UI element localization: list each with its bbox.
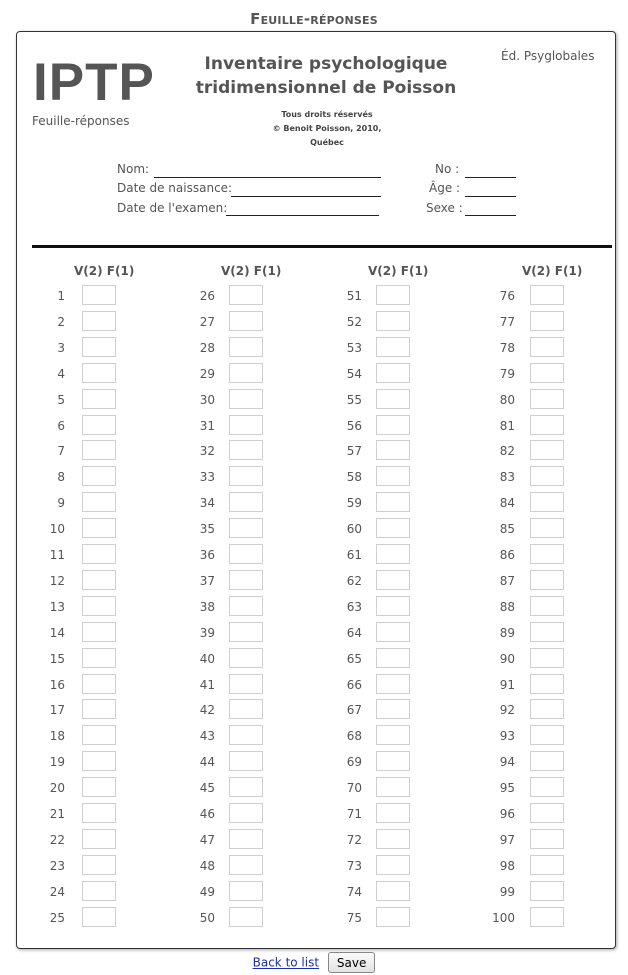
question-number: 18 bbox=[49, 729, 65, 744]
answer-input[interactable] bbox=[530, 829, 564, 849]
question-number: 98 bbox=[499, 858, 515, 873]
answer-input[interactable] bbox=[82, 725, 116, 745]
question-number: 81 bbox=[499, 418, 515, 433]
question-number: 50 bbox=[199, 910, 215, 925]
answer-input[interactable] bbox=[376, 311, 410, 331]
answer-input[interactable] bbox=[82, 389, 116, 409]
question-number: 47 bbox=[199, 832, 215, 847]
question-number: 40 bbox=[199, 651, 215, 666]
question-number: 2 bbox=[57, 314, 65, 329]
answer-input[interactable] bbox=[229, 492, 263, 512]
answer-input[interactable] bbox=[82, 881, 116, 901]
question-number: 62 bbox=[346, 573, 362, 588]
question-number: 10 bbox=[49, 522, 65, 537]
answer-input[interactable] bbox=[82, 907, 116, 927]
answer-sheet bbox=[16, 31, 616, 949]
answer-input[interactable] bbox=[376, 518, 410, 538]
answer-input[interactable] bbox=[530, 751, 564, 771]
question-number: 11 bbox=[49, 548, 65, 562]
question-number: 26 bbox=[199, 289, 215, 303]
answer-input[interactable] bbox=[530, 596, 564, 616]
name-label: Nom: bbox=[117, 162, 150, 176]
answer-input[interactable] bbox=[376, 881, 410, 901]
answer-input[interactable] bbox=[229, 440, 263, 460]
question-number: 53 bbox=[346, 340, 362, 355]
question-number: 99 bbox=[499, 884, 515, 899]
footer bbox=[0, 952, 628, 973]
rights-line2: © Benoit Poisson, 2010, bbox=[272, 124, 382, 133]
sex-label: Sexe : bbox=[426, 201, 463, 215]
answer-input[interactable] bbox=[376, 466, 410, 486]
question-number: 83 bbox=[499, 470, 515, 485]
question-number: 29 bbox=[199, 366, 215, 381]
answer-input[interactable] bbox=[82, 285, 116, 305]
question-number: 43 bbox=[199, 729, 215, 744]
question-number: 65 bbox=[346, 651, 362, 666]
question-number: 28 bbox=[199, 340, 215, 355]
question-number: 42 bbox=[199, 703, 215, 718]
answer-input[interactable] bbox=[530, 544, 564, 564]
answer-input[interactable] bbox=[376, 725, 410, 745]
logo-subtitle: Feuille-réponses bbox=[32, 114, 130, 128]
question-number: 63 bbox=[346, 599, 362, 614]
answer-input[interactable] bbox=[530, 518, 564, 538]
answer-input[interactable] bbox=[376, 440, 410, 460]
question-number: 8 bbox=[57, 470, 65, 485]
answer-input[interactable] bbox=[530, 674, 564, 694]
question-number: 12 bbox=[49, 573, 65, 588]
back-to-list-link[interactable]: Back to list bbox=[252, 955, 320, 970]
answer-input[interactable] bbox=[82, 674, 116, 694]
answer-input[interactable] bbox=[376, 648, 410, 668]
question-number: 46 bbox=[199, 807, 215, 821]
answer-input[interactable] bbox=[229, 596, 263, 616]
answer-input[interactable] bbox=[530, 855, 564, 875]
question-number: 6 bbox=[57, 418, 65, 433]
answer-input[interactable] bbox=[82, 803, 116, 823]
question-number: 94 bbox=[499, 755, 515, 770]
answer-input[interactable] bbox=[229, 777, 263, 797]
answer-input[interactable] bbox=[530, 440, 564, 460]
column-header: V(2) F(1) bbox=[74, 264, 135, 278]
question-number: 35 bbox=[199, 522, 215, 537]
answer-input[interactable] bbox=[376, 699, 410, 719]
answer-input[interactable] bbox=[229, 389, 263, 409]
answer-input[interactable] bbox=[376, 622, 410, 642]
question-number: 86 bbox=[499, 548, 515, 562]
answer-input[interactable] bbox=[376, 389, 410, 409]
question-number: 82 bbox=[499, 444, 515, 459]
question-number: 67 bbox=[346, 703, 362, 718]
question-number: 97 bbox=[499, 832, 515, 847]
question-number: 79 bbox=[499, 366, 515, 381]
question-number: 96 bbox=[499, 807, 515, 821]
answer-input[interactable] bbox=[376, 415, 410, 435]
question-number: 7 bbox=[57, 444, 65, 459]
question-number: 5 bbox=[57, 392, 65, 407]
answer-input[interactable] bbox=[530, 725, 564, 745]
question-number: 57 bbox=[346, 444, 362, 459]
column-header: V(2) F(1) bbox=[221, 264, 282, 278]
question-number: 39 bbox=[199, 625, 215, 640]
answer-input[interactable] bbox=[376, 492, 410, 512]
answer-input[interactable] bbox=[229, 622, 263, 642]
form-title-line2: tridimensionnel de Poisson bbox=[195, 78, 457, 98]
sex-field[interactable] bbox=[465, 215, 516, 216]
question-number: 54 bbox=[346, 366, 362, 381]
answer-input[interactable] bbox=[530, 363, 564, 383]
answer-input[interactable] bbox=[229, 337, 263, 357]
form-title bbox=[187, 52, 465, 100]
exam-date-field[interactable] bbox=[226, 215, 379, 216]
answer-input[interactable] bbox=[530, 777, 564, 797]
answer-input[interactable] bbox=[82, 777, 116, 797]
question-number: 41 bbox=[199, 677, 215, 692]
answer-input[interactable] bbox=[229, 907, 263, 927]
question-number: 56 bbox=[346, 418, 362, 433]
question-number: 19 bbox=[49, 755, 65, 770]
exam-date-label: Date de l'examen: bbox=[117, 201, 228, 215]
question-number: 90 bbox=[499, 651, 515, 666]
question-number: 76 bbox=[499, 289, 515, 303]
answer-input[interactable] bbox=[229, 699, 263, 719]
question-number: 58 bbox=[346, 470, 362, 485]
question-number: 1 bbox=[57, 289, 65, 303]
save-button[interactable]: Save bbox=[328, 952, 375, 973]
form-title-line1: Inventaire psychologique bbox=[204, 54, 448, 74]
answer-input[interactable] bbox=[82, 596, 116, 616]
question-number: 33 bbox=[199, 470, 215, 485]
answer-input[interactable] bbox=[530, 648, 564, 668]
question-number: 9 bbox=[57, 496, 65, 511]
answer-input[interactable] bbox=[376, 829, 410, 849]
question-number: 52 bbox=[346, 314, 362, 329]
answer-input[interactable] bbox=[530, 466, 564, 486]
question-number: 15 bbox=[49, 651, 65, 666]
question-number: 17 bbox=[49, 703, 65, 718]
question-number: 16 bbox=[49, 677, 65, 692]
answer-input[interactable] bbox=[82, 415, 116, 435]
question-number: 24 bbox=[49, 884, 65, 899]
answer-input[interactable] bbox=[82, 466, 116, 486]
answer-input[interactable] bbox=[229, 674, 263, 694]
question-number: 74 bbox=[346, 884, 362, 899]
answer-input[interactable] bbox=[229, 544, 263, 564]
question-number: 38 bbox=[199, 599, 215, 614]
answer-input[interactable] bbox=[82, 648, 116, 668]
birth-date-field[interactable] bbox=[231, 196, 381, 197]
question-number: 37 bbox=[199, 573, 215, 588]
question-number: 70 bbox=[346, 781, 362, 796]
birth-date-label: Date de naissance: bbox=[117, 181, 233, 195]
question-number: 66 bbox=[346, 677, 362, 692]
answer-input[interactable] bbox=[376, 285, 410, 305]
copyright-notice bbox=[247, 108, 407, 150]
answer-input[interactable] bbox=[229, 415, 263, 435]
answer-input[interactable] bbox=[229, 725, 263, 745]
answer-input[interactable] bbox=[376, 803, 410, 823]
answer-input[interactable] bbox=[530, 389, 564, 409]
question-number: 75 bbox=[346, 910, 362, 925]
question-number: 45 bbox=[199, 781, 215, 796]
answer-input[interactable] bbox=[376, 337, 410, 357]
question-number: 13 bbox=[49, 599, 65, 614]
question-number: 100 bbox=[492, 910, 515, 925]
question-number: 61 bbox=[346, 548, 362, 562]
answer-input[interactable] bbox=[376, 751, 410, 771]
column-header: V(2) F(1) bbox=[368, 264, 429, 278]
question-number: 23 bbox=[49, 858, 65, 873]
question-number: 34 bbox=[199, 496, 215, 511]
answer-input[interactable] bbox=[229, 518, 263, 538]
logo: IPTP bbox=[33, 53, 155, 112]
answer-input[interactable] bbox=[530, 415, 564, 435]
question-number: 44 bbox=[199, 755, 215, 770]
answer-input[interactable] bbox=[82, 518, 116, 538]
answer-input[interactable] bbox=[376, 674, 410, 694]
question-number: 95 bbox=[499, 781, 515, 796]
answer-input[interactable] bbox=[376, 570, 410, 590]
answer-input[interactable] bbox=[229, 466, 263, 486]
answer-input[interactable] bbox=[82, 337, 116, 357]
question-number: 88 bbox=[499, 599, 515, 614]
rights-line3: Québec bbox=[310, 138, 344, 147]
answer-input[interactable] bbox=[82, 311, 116, 331]
column-header: V(2) F(1) bbox=[522, 264, 583, 278]
question-number: 77 bbox=[499, 314, 515, 329]
answer-input[interactable] bbox=[82, 440, 116, 460]
question-number: 3 bbox=[57, 340, 65, 355]
answer-input[interactable] bbox=[530, 699, 564, 719]
answer-input[interactable] bbox=[530, 337, 564, 357]
question-number: 78 bbox=[499, 340, 515, 355]
answer-input[interactable] bbox=[530, 907, 564, 927]
question-number: 36 bbox=[199, 548, 215, 562]
answer-input[interactable] bbox=[530, 881, 564, 901]
answer-input[interactable] bbox=[82, 492, 116, 512]
answer-input[interactable] bbox=[229, 285, 263, 305]
question-number: 87 bbox=[499, 573, 515, 588]
answer-input[interactable] bbox=[229, 648, 263, 668]
question-number: 20 bbox=[49, 781, 65, 796]
answer-input[interactable] bbox=[376, 907, 410, 927]
answer-input[interactable] bbox=[229, 363, 263, 383]
question-number: 21 bbox=[49, 807, 65, 821]
publisher: Éd. Psyglobales bbox=[501, 49, 595, 63]
question-number: 84 bbox=[499, 496, 515, 511]
section-divider bbox=[32, 245, 612, 248]
question-number: 80 bbox=[499, 392, 515, 407]
question-number: 14 bbox=[49, 625, 65, 640]
answer-input[interactable] bbox=[229, 311, 263, 331]
answer-input[interactable] bbox=[82, 855, 116, 875]
question-number: 4 bbox=[57, 366, 65, 381]
answer-input[interactable] bbox=[229, 751, 263, 771]
question-number: 91 bbox=[499, 677, 515, 692]
question-number: 31 bbox=[199, 418, 215, 433]
answer-input[interactable] bbox=[82, 570, 116, 590]
age-label: Âge : bbox=[429, 181, 461, 195]
question-number: 72 bbox=[346, 832, 362, 847]
question-number: 85 bbox=[499, 522, 515, 537]
question-number: 59 bbox=[346, 496, 362, 511]
answer-input[interactable] bbox=[376, 777, 410, 797]
question-number: 30 bbox=[199, 392, 215, 407]
question-number: 27 bbox=[199, 314, 215, 329]
question-number: 55 bbox=[346, 392, 362, 407]
answer-input[interactable] bbox=[82, 363, 116, 383]
question-number: 64 bbox=[346, 625, 362, 640]
answer-input[interactable] bbox=[530, 803, 564, 823]
number-label: No : bbox=[435, 162, 460, 176]
answer-input[interactable] bbox=[530, 570, 564, 590]
answer-input[interactable] bbox=[376, 596, 410, 616]
age-field[interactable] bbox=[465, 196, 516, 197]
question-number: 48 bbox=[199, 858, 215, 873]
question-number: 93 bbox=[499, 729, 515, 744]
answer-input[interactable] bbox=[376, 363, 410, 383]
question-number: 32 bbox=[199, 444, 215, 459]
question-number: 92 bbox=[499, 703, 515, 718]
answer-input[interactable] bbox=[82, 829, 116, 849]
answer-input[interactable] bbox=[530, 285, 564, 305]
answer-input[interactable] bbox=[82, 699, 116, 719]
answer-input[interactable] bbox=[229, 855, 263, 875]
number-field[interactable] bbox=[465, 177, 516, 178]
answer-input[interactable] bbox=[82, 751, 116, 771]
answer-input[interactable] bbox=[82, 622, 116, 642]
answer-input[interactable] bbox=[229, 803, 263, 823]
answer-input[interactable] bbox=[530, 311, 564, 331]
rights-line1: Tous droits réservés bbox=[281, 110, 373, 119]
question-number: 71 bbox=[346, 807, 362, 821]
question-number: 69 bbox=[346, 755, 362, 770]
answer-input[interactable] bbox=[376, 544, 410, 564]
page-title: Feuille-réponses bbox=[250, 10, 378, 28]
question-number: 60 bbox=[346, 522, 362, 537]
question-number: 73 bbox=[346, 858, 362, 873]
answer-input[interactable] bbox=[530, 492, 564, 512]
question-number: 49 bbox=[199, 884, 215, 899]
question-number: 25 bbox=[49, 910, 65, 925]
question-number: 51 bbox=[346, 289, 362, 303]
question-number: 22 bbox=[49, 832, 65, 847]
question-number: 89 bbox=[499, 625, 515, 640]
answer-input[interactable] bbox=[229, 570, 263, 590]
answer-input[interactable] bbox=[376, 855, 410, 875]
question-number: 68 bbox=[346, 729, 362, 744]
name-field[interactable] bbox=[154, 177, 381, 178]
answer-input[interactable] bbox=[82, 544, 116, 564]
answer-input[interactable] bbox=[530, 622, 564, 642]
answer-input[interactable] bbox=[229, 829, 263, 849]
answer-input[interactable] bbox=[229, 881, 263, 901]
